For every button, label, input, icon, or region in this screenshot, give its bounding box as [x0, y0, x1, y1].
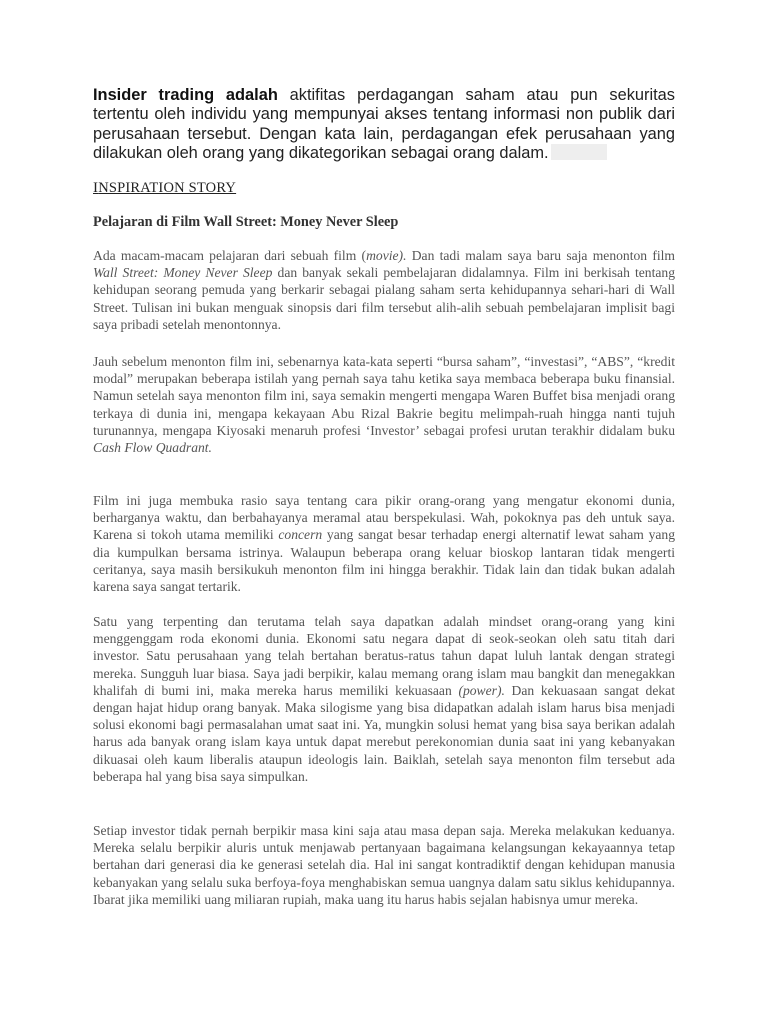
section-title	[93, 180, 236, 197]
body-paragraph-4	[93, 613, 675, 785]
body-paragraph-3	[93, 492, 675, 595]
p1-italic-b: Wall Street: Money Never Sleep	[93, 265, 273, 281]
article-title: Pelajaran di Film Wall Street: Money Never Sleep	[93, 214, 399, 230]
p2-text-a: Jauh sebelum menonton film ini, sebenarnya kata-kata seperti “bursa saham”, “investasi”, “ABS”, “kredit modal” merupakan beberapa istilah yang pernah saya tahu ketika saya membaca beberapa buku finansial. Namun setelah saya menonton film ini, saya semakin mengerti mengapa Waren Buffet bisa menjadi orang terkaya di dunia ini, mengapa kekayaan Abu Rizal Bakrie begitu melimpah-ruah hingga nanti tujuh turunannya, mengapa Kiyosaki menaruh profesi ‘Investor’ sebagai profesi urutan terakhir didalam buku	[93, 354, 675, 438]
p3-italic-a: concern	[278, 527, 323, 543]
p4-text-a: Satu yang terpenting dan terutama telah saya dapatkan adalah mindset orang-orang yang kini menggenggam roda ekonomi dunia. Ekonomi satu negara dapat di seok-seokan oleh satu titah dari investor. Satu perusahaan yang telah bertahan beratus-ratus tahun dapat luluh lantak dengan strategi mereka. Sungguh luar biasa. Saya jadi berpikir, kalau memang orang islam mau bangkit dan menegakkan khalifah di bumi ini, maka mereka harus memiliki kekuasaan	[93, 614, 675, 698]
p5-text-a: Setiap investor tidak pernah berpikir masa kini saja atau masa depan saja. Mereka melakukan keduanya. Mereka selalu berpikir aluris untuk menjawab pertanyaan bagaimana kelangsungan kekayaannya tetap bertahan dari generasi dia ke generasi setelah dia. Hal ini sangat kontradiktif dengan kehidupan manusia kebanyakan yang selalu suka berfoya-foya menghabiskan semua uangnya dalam satu siklus kehidupannya. Ibarat jika memiliki uang miliaran rupiah, maka uang itu harus habis sejalan habisnya umur mereka.	[93, 823, 675, 907]
body-paragraph-5	[93, 822, 675, 908]
section-title-rest: NSPIRATION STORY	[98, 180, 237, 196]
body-paragraph-1	[93, 247, 675, 333]
p2-italic-a: Cash Flow Quadrant.	[93, 440, 212, 456]
p1-text-a: Ada macam-macam pelajaran dari sebuah film (	[93, 248, 367, 263]
p1-text-b: Dan tadi malam saya baru saja menonton film	[406, 248, 675, 263]
intro-paragraph	[93, 86, 675, 164]
p4-text-b: Dan kekuasaan sangat dekat dengan hajat hidup orang banyak. Maka silogisme yang bisa didapatkan adalah islam harus bisa menjadi solusi ekonomi bagi permasalahan umat saat ini. Ya, mungkin solusi hemat yang bisa saya berikan adalah harus ada banyak orang islam kaya untuk dapat merebut perekonomian dunia saat ini yang kebanyakan dikuasai oleh kaum liberalis ataupun ideologis lain. Baiklah, setelah saya menonton film tersebut ada beberapa hal yang bisa saya simpulkan.	[93, 682, 675, 784]
intro-text: aktifitas perdagangan saham atau pun sekuritas tertentu oleh individu yang mempunyai akses tentang informasi non publik dari perusahaan tersebut. Dengan kata lain, perdagangan efek perusahaan yang dilakukan oleh orang yang dikategorikan sebagai orang dalam.	[93, 86, 675, 163]
p3-text-b: yang sangat besar terhadap energi alternatif lewat saham yang dia kumpulkan bersama istrinya. Walaupun beberapa orang keluar bioskop lantaran tidak mengerti ceritanya, saya masih bersikukuh menonton film ini hingga berakhir. Tidak lain dan tidak bukan adalah karena saya sangat tertarik.	[93, 527, 675, 595]
p1-text-c: dan banyak sekali pembelajaran didalamnya. Film ini berkisah tentang kehidupan seorang pemuda yang berkarir sebagai pialang saham serta kehidupannya sehari-hari di Wall Street. Tulisan ini bukan menguak sinopsis dari film tersebut alih-alih sebuah pembelajaran implisit bagi saya pribadi setelah menontonnya.	[93, 265, 675, 332]
p4-italic-a: (power).	[458, 682, 505, 698]
p1-italic-a: movie).	[366, 248, 407, 263]
p3-text-a: Film ini juga membuka rasio saya tentang cara pikir orang-orang yang mengatur ekonomi dunia, berharganya waktu, dan berbahayanya meramal atau berspekulasi. Wah, pokoknya pas deh untuk saya. Karena si tokoh utama memiliki	[93, 493, 675, 543]
section-title-initial: I	[93, 180, 99, 196]
body-paragraph-2	[93, 353, 675, 456]
intro-term: Insider trading adalah	[93, 86, 278, 104]
highlight-box	[551, 144, 607, 160]
